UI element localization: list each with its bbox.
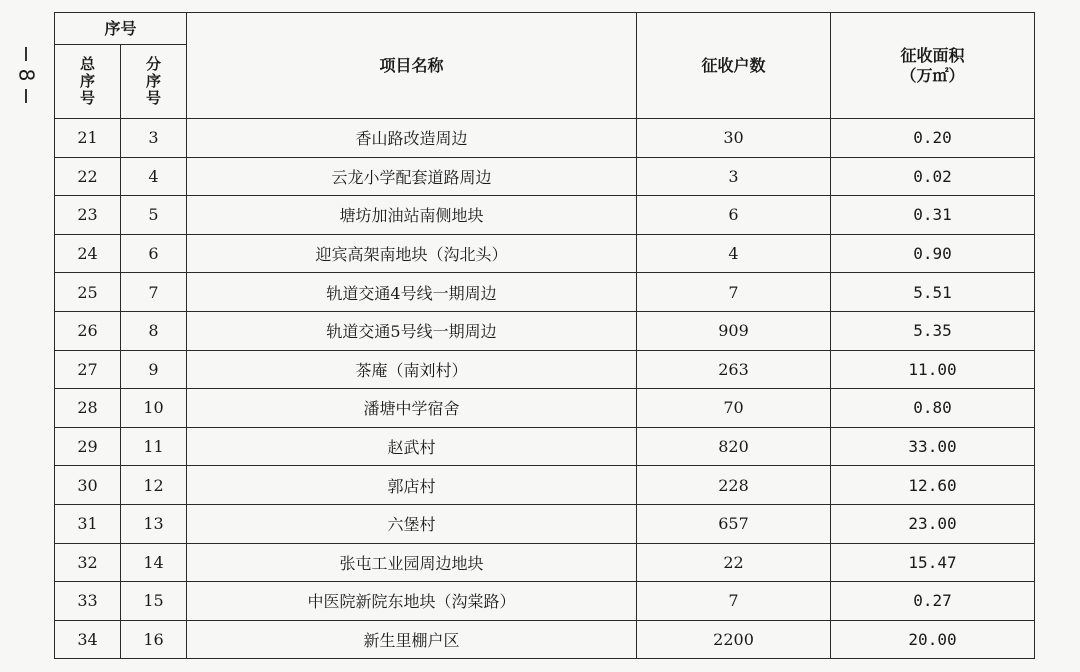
households-cell: 4 [637,234,831,273]
total-seq-cell: 34 [55,620,121,659]
project-name-header: 项目名称 [187,13,637,119]
households-header: 征收户数 [637,13,831,119]
project-name-cell: 郭店村 [187,466,637,505]
table-row [55,119,1035,158]
table-row [55,543,1035,582]
table-row [55,582,1035,621]
total-seq-cell: 24 [55,234,121,273]
project-name-cell: 塘坊加油站南侧地块 [187,196,637,235]
page-number-rule-top [25,47,27,61]
area-header-line1: 征收面积 [900,46,965,66]
households-cell: 22 [637,543,831,582]
area-cell: 11.00 [831,350,1035,389]
total-seq-char: 总 [79,54,95,73]
project-name-cell: 茶庵（南刘村） [187,350,637,389]
table-row [55,273,1035,312]
project-name-cell: 轨道交通4号线一期周边 [187,273,637,312]
sub-seq-cell: 9 [121,350,187,389]
total-seq-cell: 21 [55,119,121,158]
households-cell: 820 [637,427,831,466]
table-row [55,504,1035,543]
project-name-cell: 张屯工业园周边地块 [187,543,637,582]
area-cell: 33.00 [831,427,1035,466]
project-name-cell: 迎宾高架南地块（沟北头） [187,234,637,273]
households-cell: 7 [637,273,831,312]
total-seq-cell: 22 [55,157,121,196]
sub-seq-cell: 10 [121,389,187,428]
table-row [55,311,1035,350]
total-seq-cell: 30 [55,466,121,505]
households-cell: 3 [637,157,831,196]
project-name-cell: 赵武村 [187,427,637,466]
project-name-cell: 六堡村 [187,504,637,543]
sub-seq-cell: 3 [121,119,187,158]
total-seq-cell: 32 [55,543,121,582]
area-cell: 0.80 [831,389,1035,428]
area-cell: 23.00 [831,504,1035,543]
households-cell: 6 [637,196,831,235]
area-cell: 0.20 [831,119,1035,158]
sub-seq-cell: 13 [121,504,187,543]
area-header [831,13,1035,119]
table-row [55,350,1035,389]
sub-seq-cell: 7 [121,273,187,312]
seq-group-header: 序号 [55,13,187,45]
total-seq-header [55,45,121,119]
table-body [55,119,1035,659]
area-cell: 5.51 [831,273,1035,312]
project-name-cell: 潘塘中学宿舍 [187,389,637,428]
project-name-cell: 香山路改造周边 [187,119,637,158]
area-header-line2: （万㎡） [900,65,965,85]
total-seq-cell: 26 [55,311,121,350]
total-seq-cell: 29 [55,427,121,466]
sub-seq-cell: 15 [121,582,187,621]
households-cell: 30 [637,119,831,158]
project-name-cell: 中医院新院东地块（沟棠路） [187,582,637,621]
table-row [55,620,1035,659]
table-row [55,196,1035,235]
households-cell: 7 [637,582,831,621]
total-seq-cell: 25 [55,273,121,312]
area-cell: 15.47 [831,543,1035,582]
households-cell: 228 [637,466,831,505]
total-seq-cell: 31 [55,504,121,543]
sub-seq-cell: 8 [121,311,187,350]
area-cell: 0.02 [831,157,1035,196]
sub-seq-cell: 16 [121,620,187,659]
households-cell: 263 [637,350,831,389]
households-cell: 70 [637,389,831,428]
sub-seq-cell: 6 [121,234,187,273]
page-number [10,40,42,110]
area-cell: 5.35 [831,311,1035,350]
project-name-cell: 新生里棚户区 [187,620,637,659]
page-number-rule-bottom [25,89,27,103]
sub-seq-char: 序 [146,71,162,90]
total-seq-cell: 33 [55,582,121,621]
table-row [55,427,1035,466]
sub-seq-cell: 4 [121,157,187,196]
sub-seq-cell: 14 [121,543,187,582]
sub-seq-char: 分 [146,54,162,73]
table-row [55,157,1035,196]
households-cell: 657 [637,504,831,543]
sub-seq-cell: 12 [121,466,187,505]
sub-seq-header [121,45,187,119]
total-seq-char: 号 [79,89,95,108]
area-cell: 12.60 [831,466,1035,505]
area-cell: 0.31 [831,196,1035,235]
table-row [55,466,1035,505]
households-cell: 909 [637,311,831,350]
sub-seq-char: 号 [146,89,162,108]
sub-seq-cell: 11 [121,427,187,466]
area-cell: 0.27 [831,582,1035,621]
project-name-cell: 云龙小学配套道路周边 [187,157,637,196]
project-name-cell: 轨道交通5号线一期周边 [187,311,637,350]
total-seq-char: 序 [79,71,95,90]
households-cell: 2200 [637,620,831,659]
table-row [55,389,1035,428]
area-cell: 0.90 [831,234,1035,273]
total-seq-cell: 28 [55,389,121,428]
area-cell: 20.00 [831,620,1035,659]
page-number-text: 8 [13,68,38,82]
total-seq-cell: 27 [55,350,121,389]
sub-seq-cell: 5 [121,196,187,235]
expropriation-table [54,12,1035,659]
total-seq-cell: 23 [55,196,121,235]
table-row [55,234,1035,273]
